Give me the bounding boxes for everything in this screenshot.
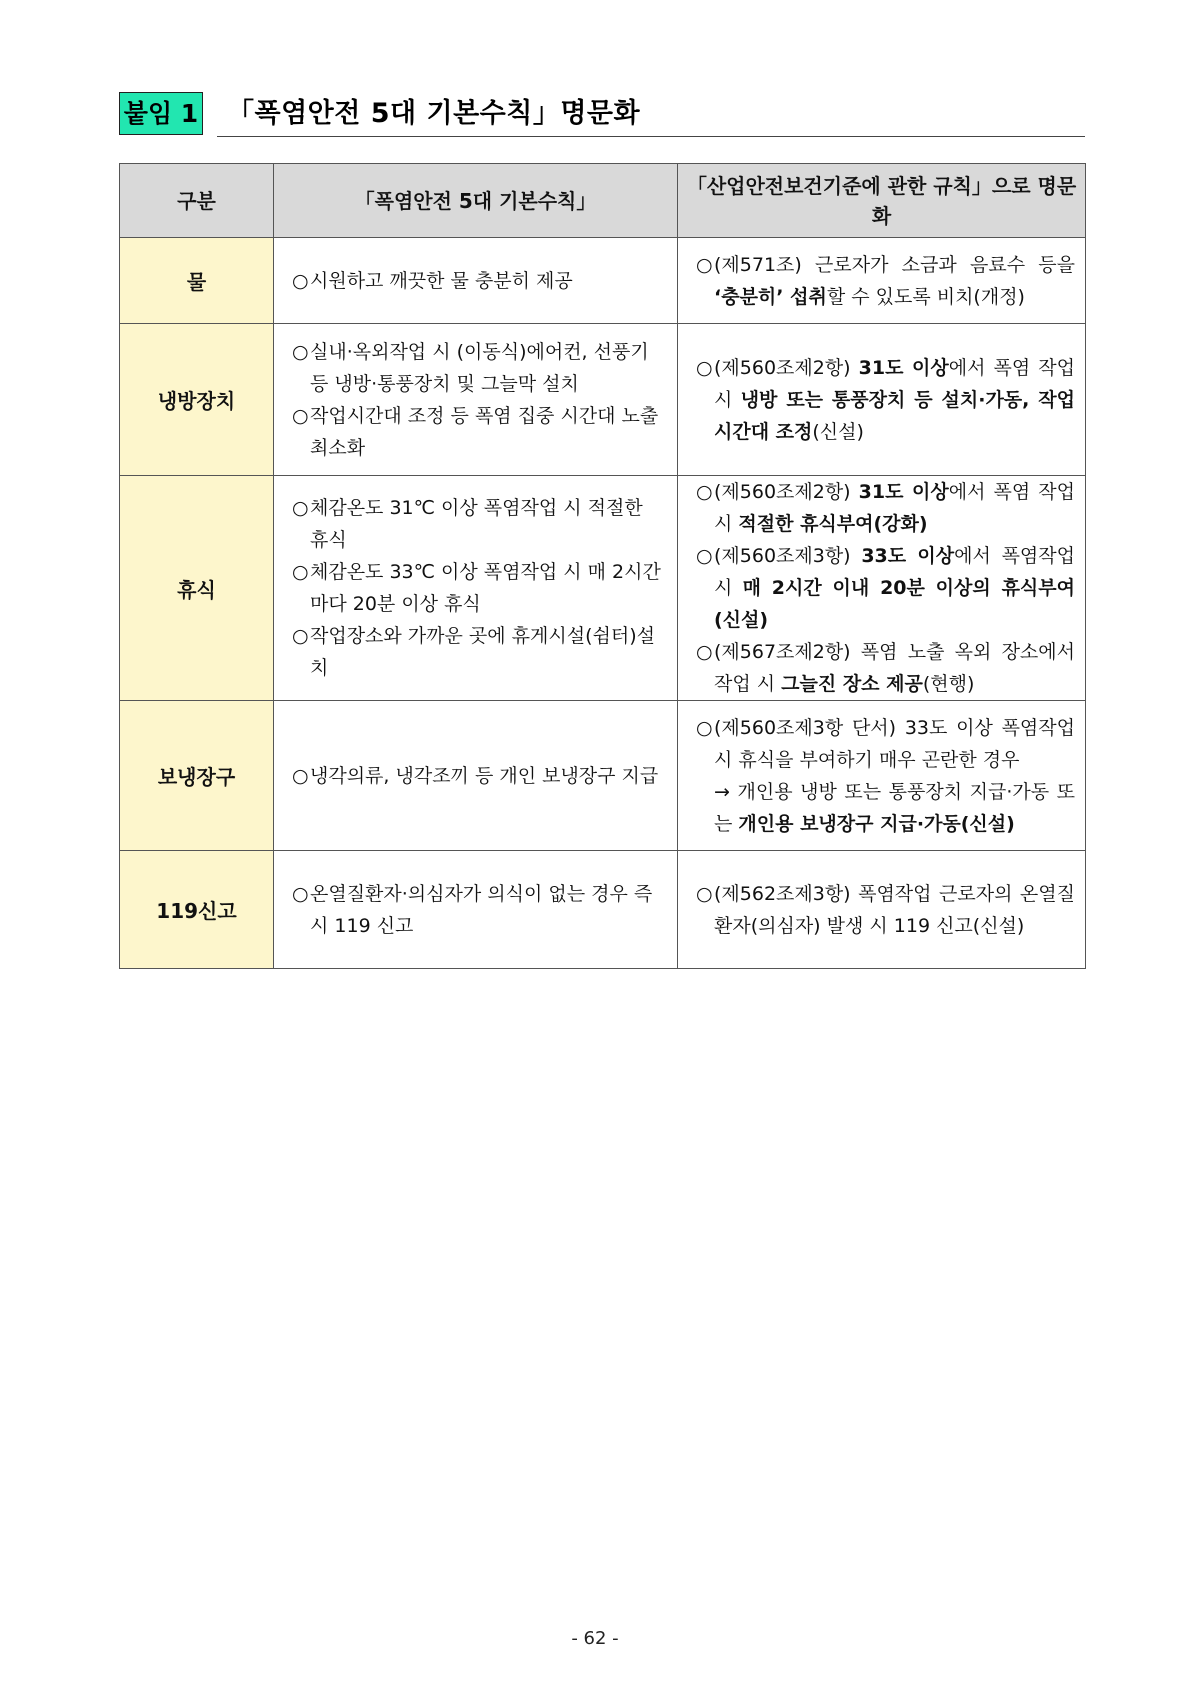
bullet-marker: ○ xyxy=(696,356,713,379)
regulation-item xyxy=(696,352,1075,448)
basic-rule-cell xyxy=(274,238,678,324)
page-title: 「폭염안전 5대 기본수칙」명문화 xyxy=(227,98,641,129)
regulation-item xyxy=(696,540,1075,636)
category-cell: 물 xyxy=(120,238,274,324)
header-regulation: 「산업안전보건기준에 관한 규칙」으로 명문화 xyxy=(678,164,1086,238)
regulation-text: 에서 폭염 작업 시 xyxy=(714,481,1075,535)
category-cell: 휴식 xyxy=(120,476,274,701)
category-cell: 119신고 xyxy=(120,851,274,969)
regulation-text: (제560조제3항 단서) 33도 이상 폭염작업 시 휴식을 부여하기 매우 곤란한 경우 xyxy=(714,716,1075,771)
bullet-marker: ○ xyxy=(292,497,309,519)
bullet-marker: ○ xyxy=(292,764,309,787)
regulation-text: (제567조제2항) 폭염 노출 옥외 장소에서 작업 시 xyxy=(714,641,1075,695)
bullet-marker: ○ xyxy=(292,561,309,583)
bullet-marker: ○ xyxy=(696,716,713,739)
rule-item-text: 실내·옥외작업 시 (이동식)에어컨, 선풍기 등 냉방·통풍장치 및 그늘막 설치 xyxy=(310,340,649,395)
title-underline xyxy=(217,136,1085,137)
regulation-cell xyxy=(678,701,1086,851)
regulation-text: (제560조제2항) xyxy=(714,356,859,379)
regulation-item xyxy=(696,476,1075,540)
regulation-text: → 개인용 냉방 또는 통풍장치 지급·가동 또는 xyxy=(714,780,1075,835)
bullet-marker: ○ xyxy=(292,269,309,292)
regulation-item xyxy=(696,878,1075,942)
regulation-emphasis: ‘충분히’ 섭취 xyxy=(714,285,827,308)
regulation-emphasis: 그늘진 장소 제공 xyxy=(781,673,923,695)
rule-item xyxy=(292,400,665,464)
basic-rule-cell xyxy=(274,324,678,476)
table-row xyxy=(120,324,1086,476)
header-basic-rules: 「폭염안전 5대 기본수칙」 xyxy=(274,164,678,238)
rule-item xyxy=(292,556,665,620)
regulation-item xyxy=(696,249,1075,313)
regulation-emphasis: 개인용 보냉장구 지급·가동(신설) xyxy=(738,812,1015,835)
table-row xyxy=(120,701,1086,851)
bullet-marker: ○ xyxy=(292,882,309,905)
bullet-marker: ○ xyxy=(292,625,309,647)
rule-item xyxy=(292,878,665,942)
regulation-text: (현행) xyxy=(922,673,975,695)
bullet-marker: ○ xyxy=(696,481,713,503)
bullet-marker: ○ xyxy=(696,882,713,905)
rule-item xyxy=(292,336,665,400)
regulation-text: 할 수 있도록 비치(개정) xyxy=(826,285,1025,308)
regulation-text: (제560조제2항) xyxy=(714,481,859,503)
bullet-marker: ○ xyxy=(696,641,713,663)
regulation-emphasis: 적절한 휴식부여(강화) xyxy=(738,513,928,535)
category-cell: 보냉장구 xyxy=(120,701,274,851)
basic-rule-cell xyxy=(274,851,678,969)
regulation-text: 에서 폭염 작업 시 xyxy=(714,356,1075,411)
table-header-row xyxy=(120,164,1086,238)
table-row xyxy=(120,476,1086,701)
regulation-cell xyxy=(678,238,1086,324)
regulation-cell xyxy=(678,851,1086,969)
regulation-text: (제560조제3항) xyxy=(714,545,862,567)
rule-item-text: 체감온도 33℃ 이상 폭염작업 시 매 2시간마다 20분 이상 휴식 xyxy=(310,561,661,615)
regulation-text: 에서 폭염작업 시 xyxy=(714,545,1075,599)
rule-item-text: 시원하고 깨끗한 물 충분히 제공 xyxy=(310,269,573,292)
rule-item-text: 작업시간대 조정 등 폭염 집중 시간대 노출 최소화 xyxy=(310,404,659,459)
regulation-emphasis: 매 2시간 이내 20분 이상의 휴식부여(신설) xyxy=(714,577,1075,631)
basic-rule-cell xyxy=(274,476,678,701)
rule-item-text: 냉각의류, 냉각조끼 등 개인 보냉장구 지급 xyxy=(310,764,659,787)
bullet-marker: ○ xyxy=(696,545,713,567)
rule-item xyxy=(292,760,665,792)
rules-table xyxy=(119,163,1086,969)
rule-item xyxy=(292,265,665,297)
regulation-emphasis: 31도 이상 xyxy=(858,356,949,379)
regulation-emphasis: 33도 이상 xyxy=(861,545,955,567)
table-row xyxy=(120,851,1086,969)
basic-rule-cell xyxy=(274,701,678,851)
regulation-arrow-item xyxy=(696,776,1075,840)
rule-item-text: 온열질환자·의심자가 의식이 없는 경우 즉시 119 신고 xyxy=(310,882,653,937)
table-row xyxy=(120,238,1086,324)
regulation-text: (신설) xyxy=(812,420,864,443)
regulation-emphasis: 냉방 또는 통풍장치 등 설치·가동, 작업시간대 조정 xyxy=(714,388,1075,443)
regulation-text: (제571조) 근로자가 소금과 음료수 등을 xyxy=(714,253,1075,276)
regulation-item xyxy=(696,636,1075,700)
bullet-marker: ○ xyxy=(696,253,713,276)
rule-item xyxy=(292,620,665,684)
regulation-cell xyxy=(678,476,1086,701)
page-number: - 62 - xyxy=(571,1628,619,1649)
regulation-text: (제562조제3항) 폭염작업 근로자의 온열질환자(의심자) 발생 시 119 신고(신설) xyxy=(714,882,1075,937)
category-cell: 냉방장치 xyxy=(120,324,274,476)
rule-item-text: 작업장소와 가까운 곳에 휴게시설(쉼터)설치 xyxy=(310,625,655,679)
rule-item-text: 체감온도 31℃ 이상 폭염작업 시 적절한 휴식 xyxy=(310,497,643,551)
title-row xyxy=(119,92,1085,138)
bullet-marker: ○ xyxy=(292,404,309,427)
attachment-badge: 붙임 1 xyxy=(119,92,203,135)
rule-item xyxy=(292,492,665,556)
bullet-marker: ○ xyxy=(292,340,309,363)
regulation-emphasis: 31도 이상 xyxy=(858,481,949,503)
regulation-item xyxy=(696,712,1075,776)
regulation-cell xyxy=(678,324,1086,476)
header-category: 구분 xyxy=(120,164,274,238)
